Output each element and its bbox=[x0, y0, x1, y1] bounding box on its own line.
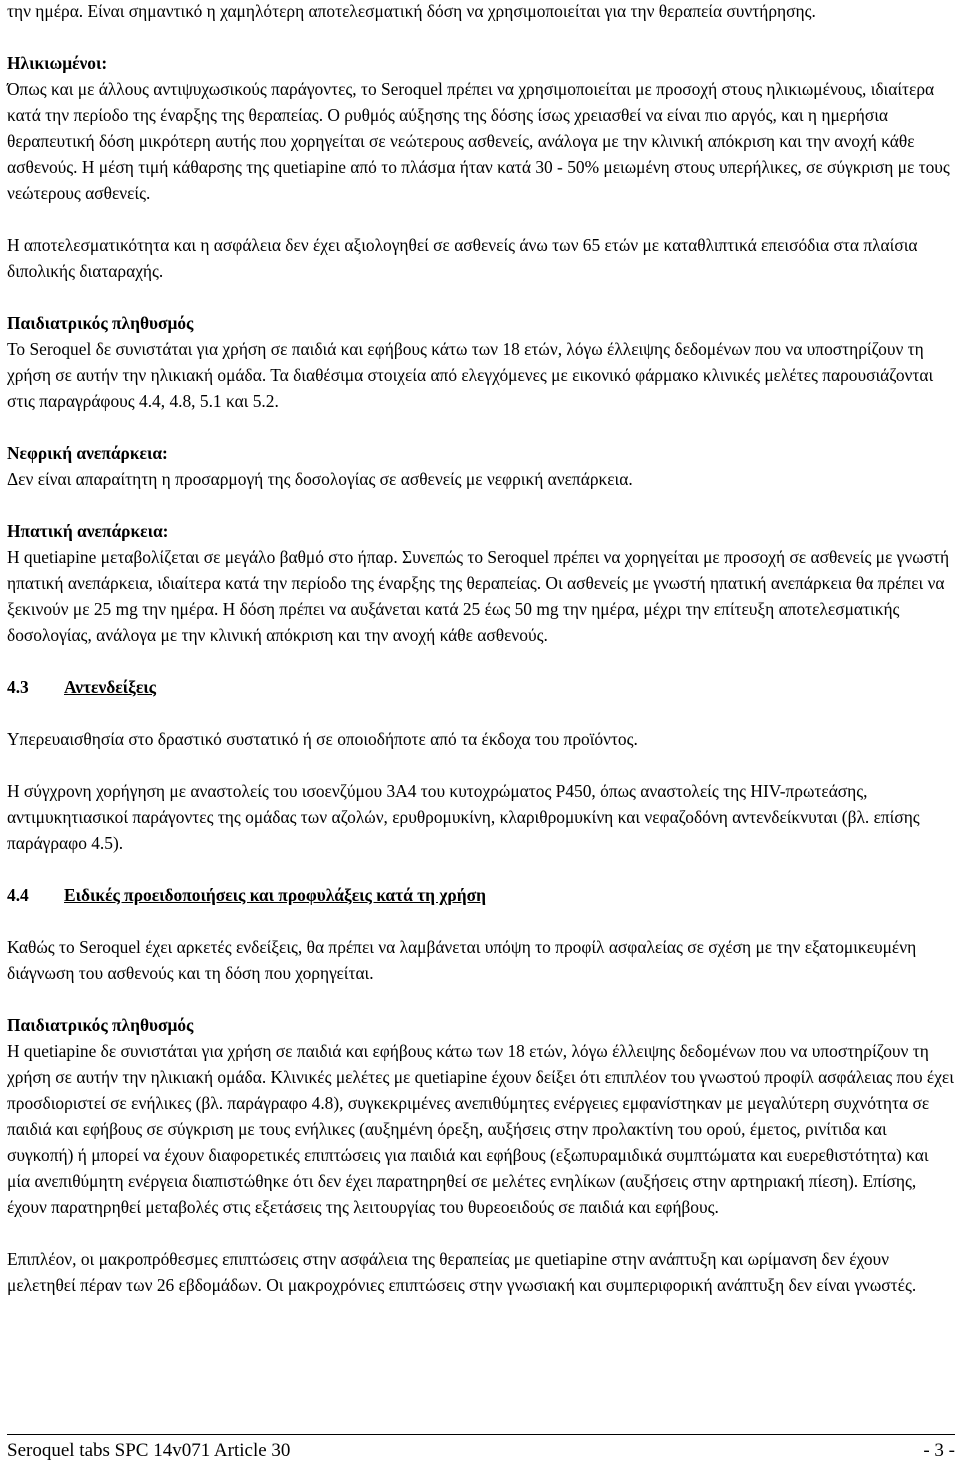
spacer bbox=[7, 908, 955, 934]
spacer bbox=[7, 206, 955, 232]
page-footer bbox=[7, 1434, 955, 1464]
spacer bbox=[7, 1220, 955, 1246]
page-number: - 3 - bbox=[923, 1440, 955, 1461]
renal-heading: Νεφρική ανεπάρκεια: bbox=[7, 443, 168, 463]
pediatric-heading-2: Παιδιατρικός πληθυσμός bbox=[7, 1015, 194, 1035]
contraindication-paragraph-1: Υπερευαισθησία στο δραστικό συστατικό ή σε οποιοδήποτε από τα έκδοχα του προϊόντος. bbox=[7, 729, 638, 749]
warnings-paragraph-3: Επιπλέον, οι μακροπρόθεσμες επιπτώσεις στην ασφάλεια της θεραπείας με quetiapine στην ανάπτυξη και ωρίμανση δεν έχουν μελετηθεί πέραν των 26 εβδομάδων. Οι μακροχρόνιες επιπτώσεις στην γνωσιακή και συμπεριφορική ανάπτυξη δεν είναι γνωστές. bbox=[7, 1249, 917, 1295]
document-body bbox=[7, 0, 955, 1298]
section-number: 4.3 bbox=[7, 677, 29, 697]
spacer bbox=[7, 856, 955, 882]
section-title: Ειδικές προειδοποιήσεις και προφυλάξεις κατά τη χρήση bbox=[64, 885, 486, 905]
spacer bbox=[7, 648, 955, 674]
spacer bbox=[7, 492, 955, 518]
pediatric-paragraph: Το Seroquel δε συνιστάται για χρήση σε παιδιά και εφήβους κάτω των 18 ετών, λόγω έλλειψης δεδομένων που να υποστηρίζουν τη χρήση σε αυτήν την ηλικιακή ομάδα. Τα διαθέσιμα στοιχεία από ελεγχόμενες με εικονικό φάρμακο κλινικές μελέτες παρουσιάζονται στις παραγράφους 4.4, 4.8, 5.1 και 5.2. bbox=[7, 339, 934, 411]
spacer bbox=[7, 752, 955, 778]
pediatric-heading: Παιδιατρικός πληθυσμός bbox=[7, 313, 194, 333]
elderly-heading: Ηλικιωμένοι: bbox=[7, 53, 108, 73]
hepatic-heading: Ηπατική ανεπάρκεια: bbox=[7, 521, 169, 541]
contraindication-paragraph-2: Η σύγχρονη χορήγηση με αναστολείς του ισοενζύμου 3Α4 του κυτοχρώματος P450, όπως αναστολείς της HIV-πρωτεάσης, αντιμυκητιασικοί παράγοντες της ομάδας των αζολών, ερυθρομυκίνη, κλαριθρομυκίνη και νεφαζοδόνη αντενδείκνυται (βλ. επίσης παράγραφο 4.5). bbox=[7, 781, 920, 853]
spacer bbox=[7, 284, 955, 310]
intro-paragraph: την ημέρα. Είναι σημαντικό η χαμηλότερη αποτελεσματική δόση να χρησιμοποιείται για την θεραπεία συντήρησης. bbox=[7, 1, 816, 21]
section-number: 4.4 bbox=[7, 885, 29, 905]
elderly-paragraph: Όπως και με άλλους αντιψυχωσικούς παράγοντες, το Seroquel πρέπει να χρησιμοποιείται με προσοχή στους ηλικιωμένους, ιδιαίτερα κατά την περίοδο της έναρξης της θεραπείας. Ο ρυθμός αύξησης της δόσης ίσως χρειασθεί να είναι πιο αργός, και η ημερήσια θεραπευτική δόση μικρότερη αυτής που χορηγείται σε νεώτερους ασθενείς, ανάλογα με την κλινική απόκριση και την ανοχή κάθε ασθενούς. Η μέση τιμή κάθαρσης της quetiapine από το πλάσμα ήταν κατά 30 - 50% μειωμένη στους υπερήλικες, σε σύγκριση με τους νεώτερους ασθενείς. bbox=[7, 79, 950, 203]
section-title: Αντενδείξεις bbox=[64, 677, 157, 697]
warnings-paragraph-2: Η quetiapine δε συνιστάται για χρήση σε παιδιά και εφήβους κάτω των 18 ετών, λόγω έλλειψης δεδομένων που να υποστηρίζουν τη χρήση σε αυτήν την ηλικιακή ομάδα. Κλινικές μελέτες με quetiapine έχουν δείξει ότι επιπλέον του γνωστού προφίλ ασφάλειας που έχει προσδιοριστεί σε ενήλικες (βλ. παράγραφο 4.8), συγκεκριμένες ανεπιθύμητες ενέργειες εμφανίστηκαν με μεγαλύτερη συχνότητα σε παιδιά και εφήβους σε σύγκριση με τους ενήλικες (αυξημένη όρεξη, αυξήσεις στην προλακτίνη του ορού, έμετος, ρινίτιδα και συγκοπή) ή μπορεί να έχουν διαφορετικές επιπτώσεις για παιδιά και εφήβους (εξωπυραμιδικά συμπτώματα και ευερεθιστότητα) και μία ανεπιθύμητη ενέργεια διαπιστώθηκε ότι δεν έχει παρατηρηθεί σε μελέτες ενηλίκων (αυξήσεις στην αρτηριακή πίεση). Επίσης, έχουν παρατηρηθεί μεταβολές στις εξετάσεις της λειτουργίας του θυρεοειδούς σε παιδιά και εφήβους. bbox=[7, 1041, 954, 1217]
spacer bbox=[7, 700, 955, 726]
spacer bbox=[7, 986, 955, 1012]
spacer bbox=[7, 414, 955, 440]
section-4-3-heading bbox=[7, 674, 955, 700]
warnings-paragraph-1: Καθώς το Seroquel έχει αρκετές ενδείξεις, θα πρέπει να λαμβάνεται υπόψη το προφίλ ασφαλείας σε σχέση με την εξατομικευμένη διάγνωση του ασθενούς και τη δόση που χορηγείται. bbox=[7, 937, 917, 983]
elderly-bipolar-paragraph: Η αποτελεσματικότητα και η ασφάλεια δεν έχει αξιολογηθεί σε ασθενείς άνω των 65 ετών με καταθλιπτικά επεισόδια στα πλαίσια διπολικής διαταραχής. bbox=[7, 235, 918, 281]
hepatic-paragraph: Η quetiapine μεταβολίζεται σε μεγάλο βαθμό στο ήπαρ. Συνεπώς το Seroquel πρέπει να χορηγείται με προσοχή σε ασθενείς με γνωστή ηπατική ανεπάρκεια, ιδιαίτερα κατά την περίοδο της έναρξης της θεραπείας. Οι ασθενείς με γνωστή ηπατική ανεπάρκεια θα πρέπει να ξεκινούν με 25 mg την ημέρα. Η δόση πρέπει να αυξάνεται κατά 25 έως 50 mg την ημέρα, μέχρι την επίτευξη αποτελεσματικής δοσολογίας, ανάλογα με την κλινική απόκριση και την ανοχή κάθε ασθενούς. bbox=[7, 547, 950, 645]
spacer bbox=[7, 24, 955, 50]
section-4-4-heading bbox=[7, 882, 955, 908]
renal-paragraph: Δεν είναι απαραίτητη η προσαρμογή της δοσολογίας σε ασθενείς με νεφρική ανεπάρκεια. bbox=[7, 469, 633, 489]
footer-document-id: Seroquel tabs SPC 14v071 Article 30 bbox=[7, 1440, 291, 1461]
